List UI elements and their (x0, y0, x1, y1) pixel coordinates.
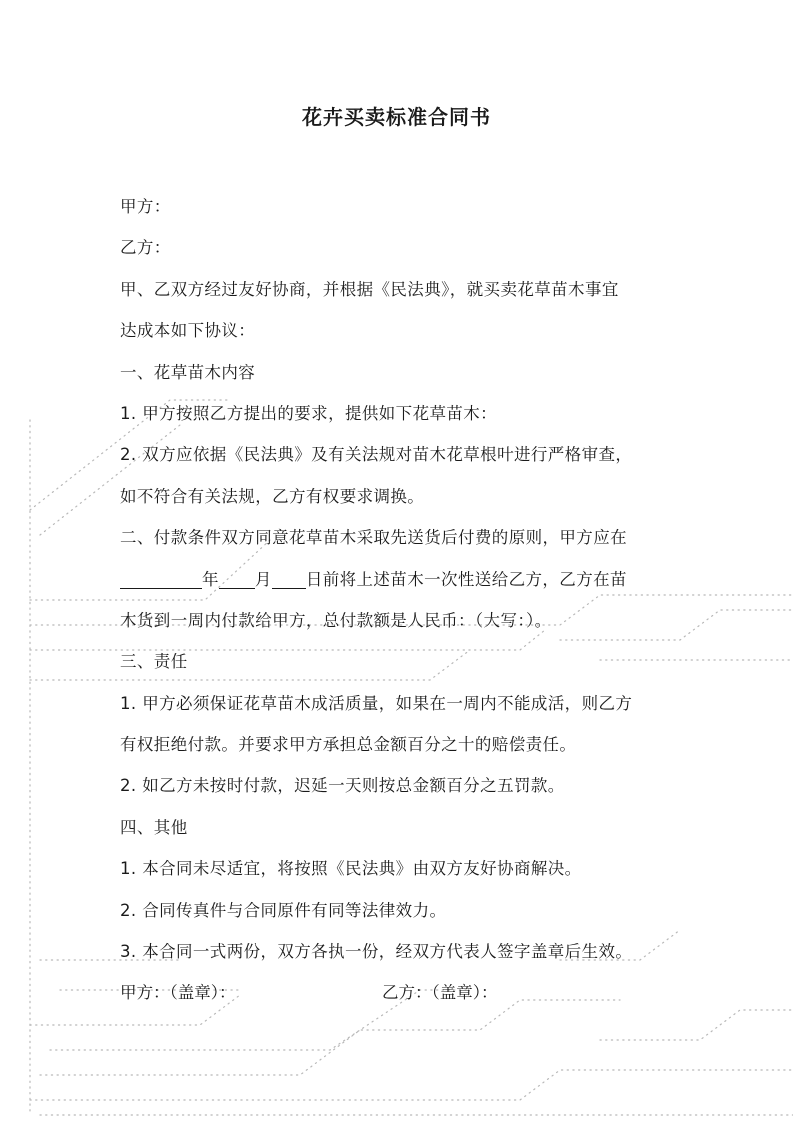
party-b-seal-label: 乙方：（盖章）： (382, 983, 498, 1003)
signature-row (120, 972, 680, 1013)
section-4-item-1: 1. 本合同未尽适宜，将按照《民法典》由双方友好协商解决。 (120, 859, 582, 879)
section-3-heading: 三、责任 (120, 652, 188, 672)
contract-body (120, 186, 680, 1014)
section-4-item-2: 2. 合同传真件与合同原件有同等法律效力。 (120, 900, 447, 920)
month-label: 月 (254, 569, 272, 589)
section-1-heading: 一、花草苗木内容 (120, 362, 256, 382)
section-2-heading: 二、付款条件双方同意花草苗木采取先送货后付费的原则，甲方应在 (120, 528, 627, 548)
section-1-item-2-a: 2. 双方应依据《民法典》及有关法规对苗木花草根叶进行严格审查， (120, 445, 633, 465)
party-a-line: 甲方： (120, 197, 171, 216)
party-a-seal-label: 甲方：（盖章）： (120, 983, 236, 1003)
contract-title: 花卉买卖标准合同书 (302, 105, 491, 129)
section-3-item-1-b: 有权拒绝付款。并要求甲方承担总金额百分之十的赔偿责任。 (120, 735, 577, 755)
section-4-heading: 四、其他 (120, 817, 188, 837)
month-blank[interactable] (219, 568, 255, 589)
section-4-item-3: 3. 本合同一式两份，双方各执一份，经双方代表人签字盖章后生效。 (120, 942, 633, 962)
section-1-item-2-b: 如不符合有关法规，乙方有权要求调换。 (120, 486, 425, 506)
section-2-date-line (120, 559, 680, 600)
section-2-payment-line: 木货到一周内付款给甲方，总付款额是人民币：（大写：）。 (120, 610, 552, 630)
intro-line-2: 达成本如下协议： (120, 321, 256, 341)
section-3-item-2: 2. 如乙方未按时付款，迟延一天则按总金额百分之五罚款。 (120, 776, 565, 796)
party-b-line: 乙方： (120, 238, 171, 258)
section-1-item-1: 1. 甲方按照乙方提出的要求，提供如下花草苗木： (120, 403, 498, 423)
year-label: 年 (202, 569, 219, 589)
day-blank[interactable] (272, 568, 306, 589)
day-and-delivery-text: 日前将上述苗木一次性送给乙方，乙方在苗 (305, 569, 627, 589)
section-3-item-1-a: 1. 甲方必须保证花草苗木成活质量，如果在一周内不能成活，则乙方 (120, 693, 633, 713)
intro-line-1: 甲、乙双方经过友好协商，并根据《民法典》，就买卖花草苗木事宜 (120, 279, 619, 299)
year-blank[interactable] (120, 568, 202, 589)
